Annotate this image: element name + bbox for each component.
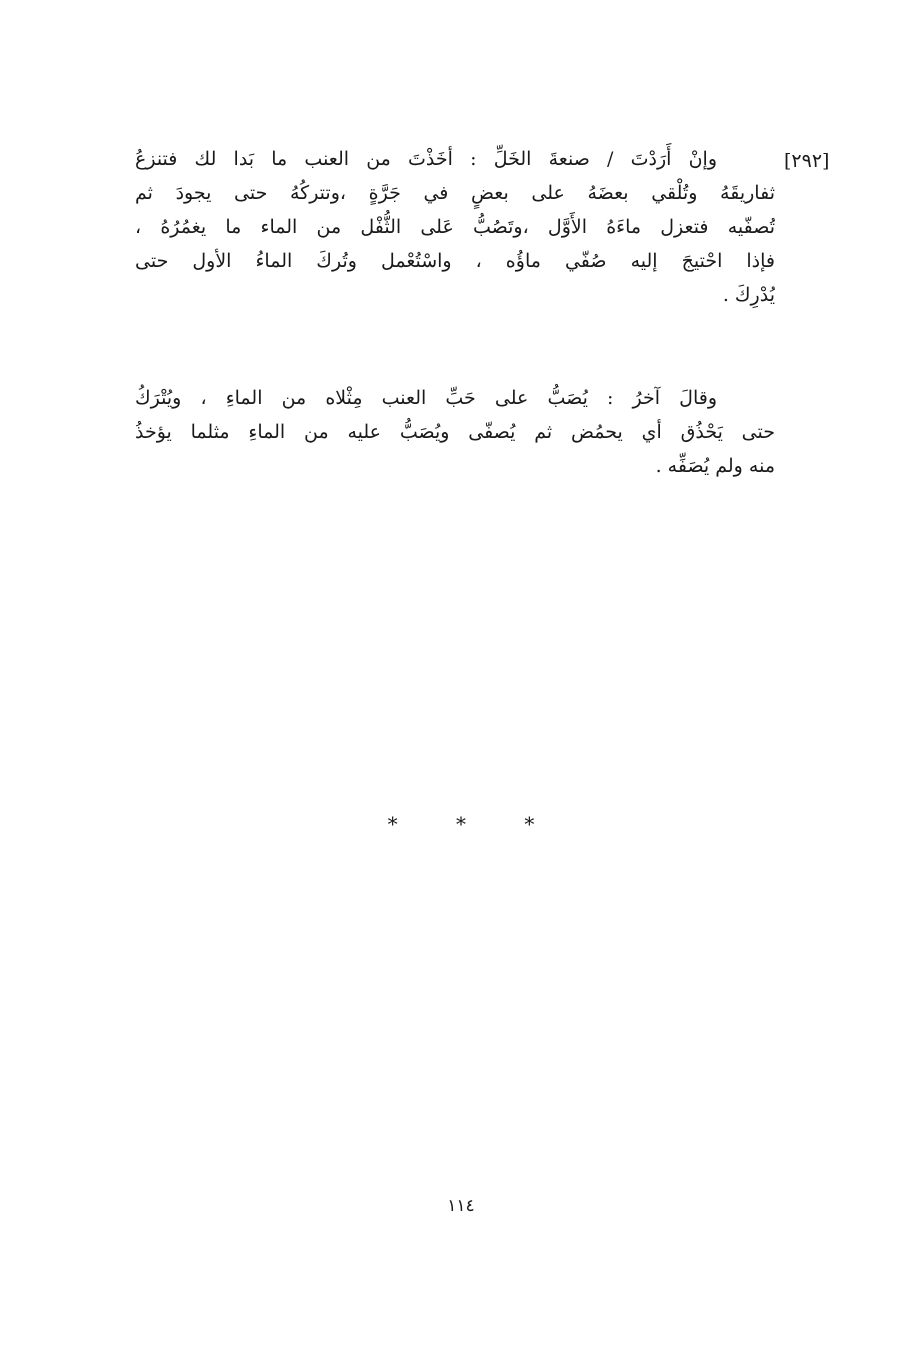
text-line: منه ولم يُصَفِّه . bbox=[655, 455, 775, 477]
text-line: حتى يَحْذُق أي يحمُض ثم يُصفّى ويُصَبُّ عليه من الماءِ مثلما يؤخذُ bbox=[135, 421, 775, 443]
paragraph-vinegar-recipe bbox=[135, 142, 775, 312]
text-line: يُدْرِكَ . bbox=[722, 284, 775, 306]
text-line: وإنْ أَرَدْتَ / صنعةَ الخَلِّ : أخَذْتَ من العنب ما بَدا لك فتنزعُ bbox=[135, 148, 717, 170]
reference-marker: [٢٩٢] bbox=[784, 150, 830, 172]
section-separator: * * * bbox=[387, 812, 561, 836]
text-line: وقالَ آخرُ : يُصَبُّ على حَبِّ العنب مِثْلاه من الماءِ ، ويُتْرَكُ bbox=[135, 387, 717, 409]
page-number: ١١٤ bbox=[447, 1196, 475, 1216]
text-line: تُصفّيه فتعزل ماءَهُ الأَوَّل ،وتَصُبُّ عَلى الثُّفْل من الماء ما يغمُرُهُ ، bbox=[135, 216, 775, 238]
text-line: ثفاريقَهُ وتُلْقي بعضَهُ على بعضٍ في جَرَّةٍ ،وتتركُهُ حتى يجودَ ثم bbox=[135, 182, 775, 204]
text-line: فإذا احْتيجَ إليه صُفّي ماؤُه ، واسْتُعْمل وتُركَ الماءُ الأول حتى bbox=[135, 250, 775, 272]
paragraph-alternate-method bbox=[135, 381, 775, 483]
